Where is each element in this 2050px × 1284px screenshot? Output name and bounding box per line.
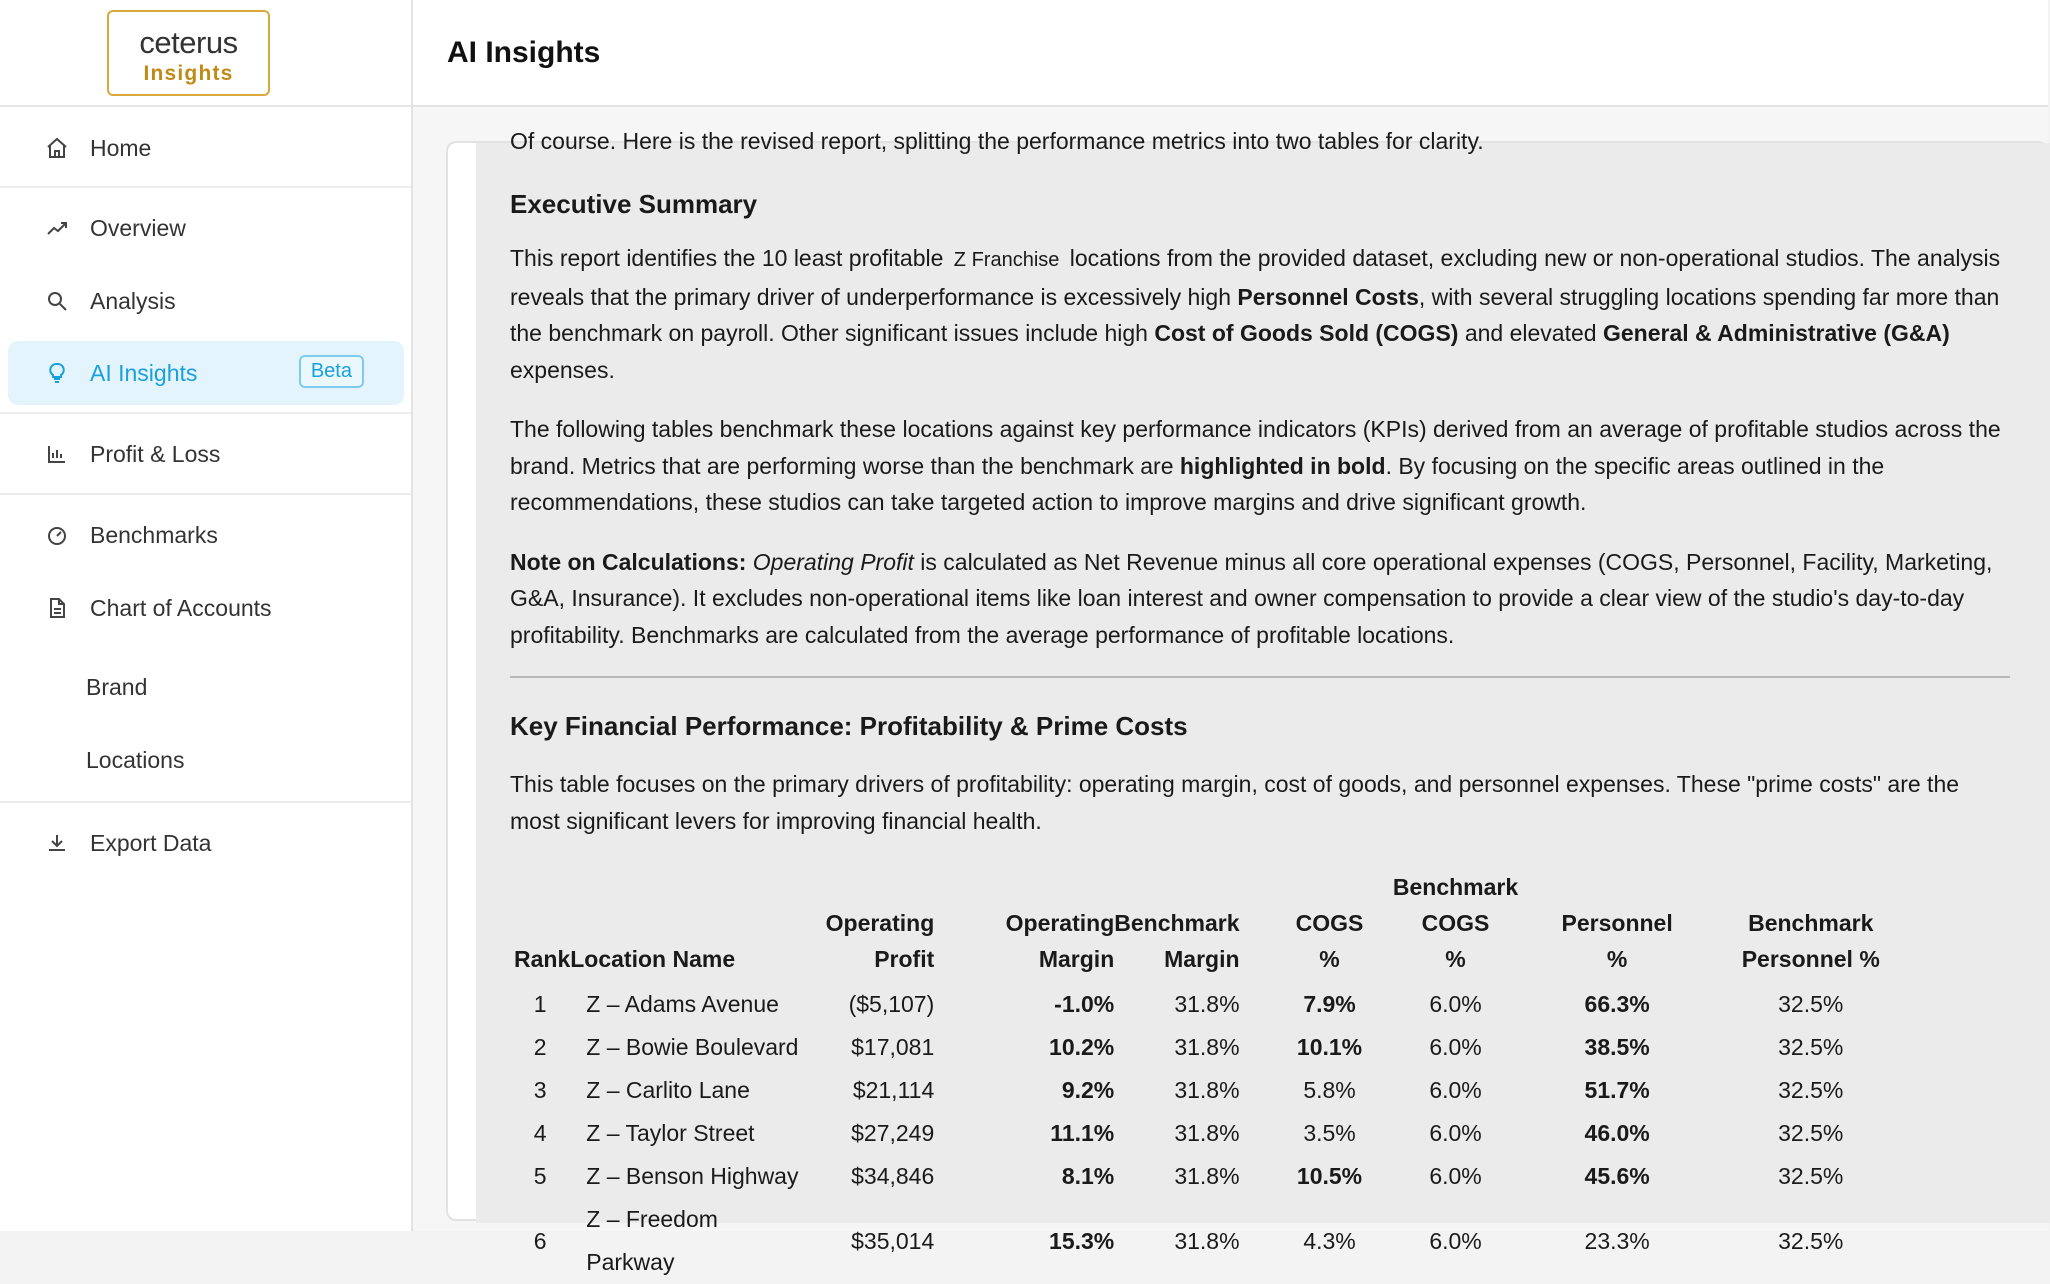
sidebar-item-label: AI Insights bbox=[90, 359, 198, 386]
table-row bbox=[510, 1155, 1903, 1198]
sidebar-item-label: Chart of Accounts bbox=[90, 594, 272, 621]
cell-benchmark-personnel: 32.5% bbox=[1778, 1227, 1844, 1254]
cell-operating-margin: 8.1% bbox=[1061, 1163, 1115, 1189]
key-financial-heading: Key Financial Performance: Profitability & Prime Costs bbox=[510, 711, 1188, 741]
col-location: Location Name bbox=[570, 946, 736, 972]
col-cogs: COGS % bbox=[1295, 910, 1364, 972]
sidebar-item-label: Analysis bbox=[90, 287, 176, 314]
cell-benchmark-margin: 31.8% bbox=[1174, 991, 1240, 1017]
cell-benchmark-personnel: 32.5% bbox=[1778, 1077, 1844, 1103]
cell-rank: 6 bbox=[533, 1227, 547, 1254]
cell-operating-profit: $34,846 bbox=[851, 1163, 935, 1189]
cell-personnel: 38.5% bbox=[1584, 1034, 1650, 1060]
table-row bbox=[510, 1069, 1903, 1112]
col-operating-profit: Operating Profit bbox=[825, 910, 935, 972]
page-title: AI Insights bbox=[447, 35, 601, 69]
sidebar-item-label: Export Data bbox=[90, 829, 212, 856]
nav-divider bbox=[0, 186, 411, 188]
cell-operating-profit: $21,114 bbox=[852, 1077, 935, 1103]
page-header bbox=[413, 0, 2048, 107]
cell-personnel: 45.6% bbox=[1584, 1163, 1650, 1189]
sidebar-item-label: Benchmarks bbox=[90, 521, 218, 548]
cell-location: Z – Freedom Parkway bbox=[586, 1206, 718, 1275]
cell-operating-margin: -1.0% bbox=[1054, 991, 1115, 1017]
sidebar-item-locations[interactable] bbox=[0, 724, 411, 796]
document-icon bbox=[44, 595, 70, 621]
cell-personnel: 66.3% bbox=[1584, 991, 1650, 1017]
col-rank: Rank bbox=[514, 946, 571, 972]
cell-rank: 5 bbox=[533, 1163, 547, 1189]
cell-operating-profit: $35,014 bbox=[851, 1227, 935, 1254]
cell-personnel: 51.7% bbox=[1584, 1077, 1650, 1103]
cell-rank: 3 bbox=[533, 1077, 547, 1103]
calculation-note: Note on Calculations: Operating Profit is calculated as Net Revenue minus all core operational expenses (COGS, Personnel, Facility, Marketing, G&A, Insurance). It excludes non-operational items like loan interest and owner compensation to provide a clear view of the studio's day-to-day profitability. Benchmarks are calculated from the average performance of profitable locations. bbox=[510, 548, 1993, 648]
cell-benchmark-margin: 31.8% bbox=[1174, 1227, 1240, 1254]
download-icon bbox=[44, 830, 70, 856]
cell-benchmark-personnel: 32.5% bbox=[1778, 1120, 1844, 1146]
sidebar-item-label: Locations bbox=[86, 746, 185, 773]
col-benchmark-personnel: Benchmark Personnel % bbox=[1741, 910, 1880, 972]
cell-operating-profit: $17,081 bbox=[851, 1034, 935, 1060]
cell-cogs: 7.9% bbox=[1303, 991, 1356, 1017]
home-icon bbox=[44, 135, 70, 161]
cell-personnel: 46.0% bbox=[1584, 1120, 1650, 1146]
col-operating-margin: Operating Margin bbox=[1005, 910, 1115, 972]
bar-chart-icon bbox=[44, 441, 70, 467]
main-content bbox=[413, 107, 2048, 1275]
cell-cogs: 10.5% bbox=[1296, 1163, 1363, 1189]
nav-divider bbox=[0, 801, 411, 803]
cell-rank: 4 bbox=[533, 1120, 547, 1146]
col-benchmark-cogs: Benchmark COGS % bbox=[1392, 874, 1519, 972]
cell-benchmark-cogs: 6.0% bbox=[1429, 1034, 1482, 1060]
trend-icon bbox=[44, 215, 70, 241]
cell-rank: 2 bbox=[533, 1034, 547, 1060]
cell-benchmark-margin: 31.8% bbox=[1174, 1163, 1240, 1189]
table-row bbox=[510, 1112, 1903, 1155]
cell-location: Z – Adams Avenue bbox=[586, 991, 779, 1017]
sidebar-item-label: Profit & Loss bbox=[90, 440, 221, 467]
cell-benchmark-personnel: 32.5% bbox=[1778, 1163, 1844, 1189]
cell-operating-margin: 15.3% bbox=[1049, 1227, 1115, 1254]
intro-text: Of course. Here is the revised report, splitting the performance metrics into two tables for clarity. bbox=[510, 128, 1484, 154]
sidebar-item-analysis[interactable] bbox=[0, 265, 411, 337]
cell-cogs: 3.5% bbox=[1303, 1120, 1356, 1146]
col-personnel: Personnel % bbox=[1561, 910, 1673, 972]
gauge-icon bbox=[44, 522, 70, 548]
report-body bbox=[510, 123, 2010, 1284]
cell-location: Z – Benson Highway bbox=[586, 1163, 799, 1189]
sidebar-item-home[interactable] bbox=[0, 112, 411, 184]
table-row bbox=[510, 983, 1903, 1026]
cell-benchmark-margin: 31.8% bbox=[1174, 1077, 1240, 1103]
cell-cogs: 4.3% bbox=[1303, 1227, 1356, 1254]
cell-location: Z – Bowie Boulevard bbox=[586, 1034, 799, 1060]
sidebar-item-label: Home bbox=[90, 134, 152, 161]
table-intro: This table focuses on the primary drivers of profitability: operating margin, cost of goods, and personnel expenses. These "prime costs" are the most significant levers for improving financial health. bbox=[510, 771, 1960, 834]
cell-rank: 1 bbox=[533, 991, 547, 1017]
logo-area bbox=[0, 0, 411, 107]
table-header-row bbox=[510, 869, 1903, 983]
sidebar bbox=[0, 0, 413, 1231]
cell-benchmark-personnel: 32.5% bbox=[1778, 1034, 1844, 1060]
franchise-tag: Z Franchise bbox=[953, 249, 1060, 271]
summary-paragraph: This report identifies the 10 least profitable Z Franchise locations from the provided dataset, excluding new or non-operational studios. The analysis reveals that the primary driver of underperformance is excessively high Personnel Costs, with several struggling locations spending far more than the benchmark on payroll. Other significant issues include high Cost of Goods Sold (COGS) and elevated General & Administrative (G&A) expenses. bbox=[510, 245, 2001, 383]
cell-benchmark-cogs: 6.0% bbox=[1429, 991, 1482, 1017]
brand-logo[interactable] bbox=[107, 10, 270, 96]
sidebar-item-brand[interactable] bbox=[0, 651, 411, 723]
cell-location: Z – Taylor Street bbox=[586, 1120, 755, 1146]
sidebar-item-export-data[interactable] bbox=[0, 807, 411, 879]
table-row bbox=[510, 1026, 1903, 1069]
table-row bbox=[510, 1198, 1903, 1284]
cell-operating-margin: 10.2% bbox=[1049, 1034, 1115, 1060]
cell-location: Z – Carlito Lane bbox=[586, 1077, 750, 1103]
sidebar-item-profit-loss[interactable] bbox=[0, 418, 411, 490]
cell-benchmark-cogs: 6.0% bbox=[1429, 1120, 1482, 1146]
sidebar-item-ai-insights[interactable] bbox=[8, 341, 404, 405]
beta-badge: Beta bbox=[299, 355, 364, 388]
sidebar-item-label: Overview bbox=[90, 214, 186, 241]
brand-name: ceterus bbox=[139, 25, 238, 60]
executive-summary-heading: Executive Summary bbox=[510, 189, 758, 219]
section-divider bbox=[510, 676, 2010, 678]
insights-card bbox=[446, 128, 2048, 1275]
report-panel[interactable] bbox=[476, 128, 2050, 1275]
cell-operating-profit: ($5,107) bbox=[848, 991, 935, 1017]
benchmark-paragraph: The following tables benchmark these locations against key performance indicators (KPIs) derived from an average of profitable studios across the brand. Metrics that are performing worse than the benchmark are highlighted in bold. By focusing on the specific areas outlined in the recommendations, these studios can take targeted action to improve margins and drive significant growth. bbox=[510, 416, 2001, 515]
lightbulb-icon bbox=[44, 360, 70, 386]
cell-benchmark-cogs: 6.0% bbox=[1429, 1227, 1482, 1254]
nav-divider bbox=[0, 493, 411, 495]
cell-benchmark-cogs: 6.0% bbox=[1429, 1077, 1482, 1103]
nav-divider bbox=[0, 412, 411, 414]
sidebar-item-overview[interactable] bbox=[0, 192, 411, 264]
cell-operating-profit: $27,249 bbox=[851, 1120, 935, 1146]
sidebar-item-benchmarks[interactable] bbox=[0, 499, 411, 571]
cell-personnel: 23.3% bbox=[1584, 1227, 1650, 1254]
cell-benchmark-margin: 31.8% bbox=[1174, 1120, 1240, 1146]
cell-benchmark-margin: 31.8% bbox=[1174, 1034, 1240, 1060]
cell-benchmark-cogs: 6.0% bbox=[1429, 1163, 1482, 1189]
sidebar-item-label: Brand bbox=[86, 673, 148, 700]
cell-benchmark-personnel: 32.5% bbox=[1778, 991, 1844, 1017]
cell-cogs: 5.8% bbox=[1303, 1077, 1356, 1103]
sidebar-item-chart-of-accounts[interactable] bbox=[0, 572, 411, 644]
col-benchmark-margin: Benchmark Margin bbox=[1114, 910, 1240, 972]
cell-operating-margin: 11.1% bbox=[1050, 1120, 1115, 1146]
cell-cogs: 10.1% bbox=[1296, 1034, 1363, 1060]
performance-table bbox=[510, 869, 1903, 1284]
brand-subtitle: Insights bbox=[143, 62, 234, 85]
search-icon bbox=[44, 288, 70, 314]
cell-operating-margin: 9.2% bbox=[1061, 1077, 1115, 1103]
